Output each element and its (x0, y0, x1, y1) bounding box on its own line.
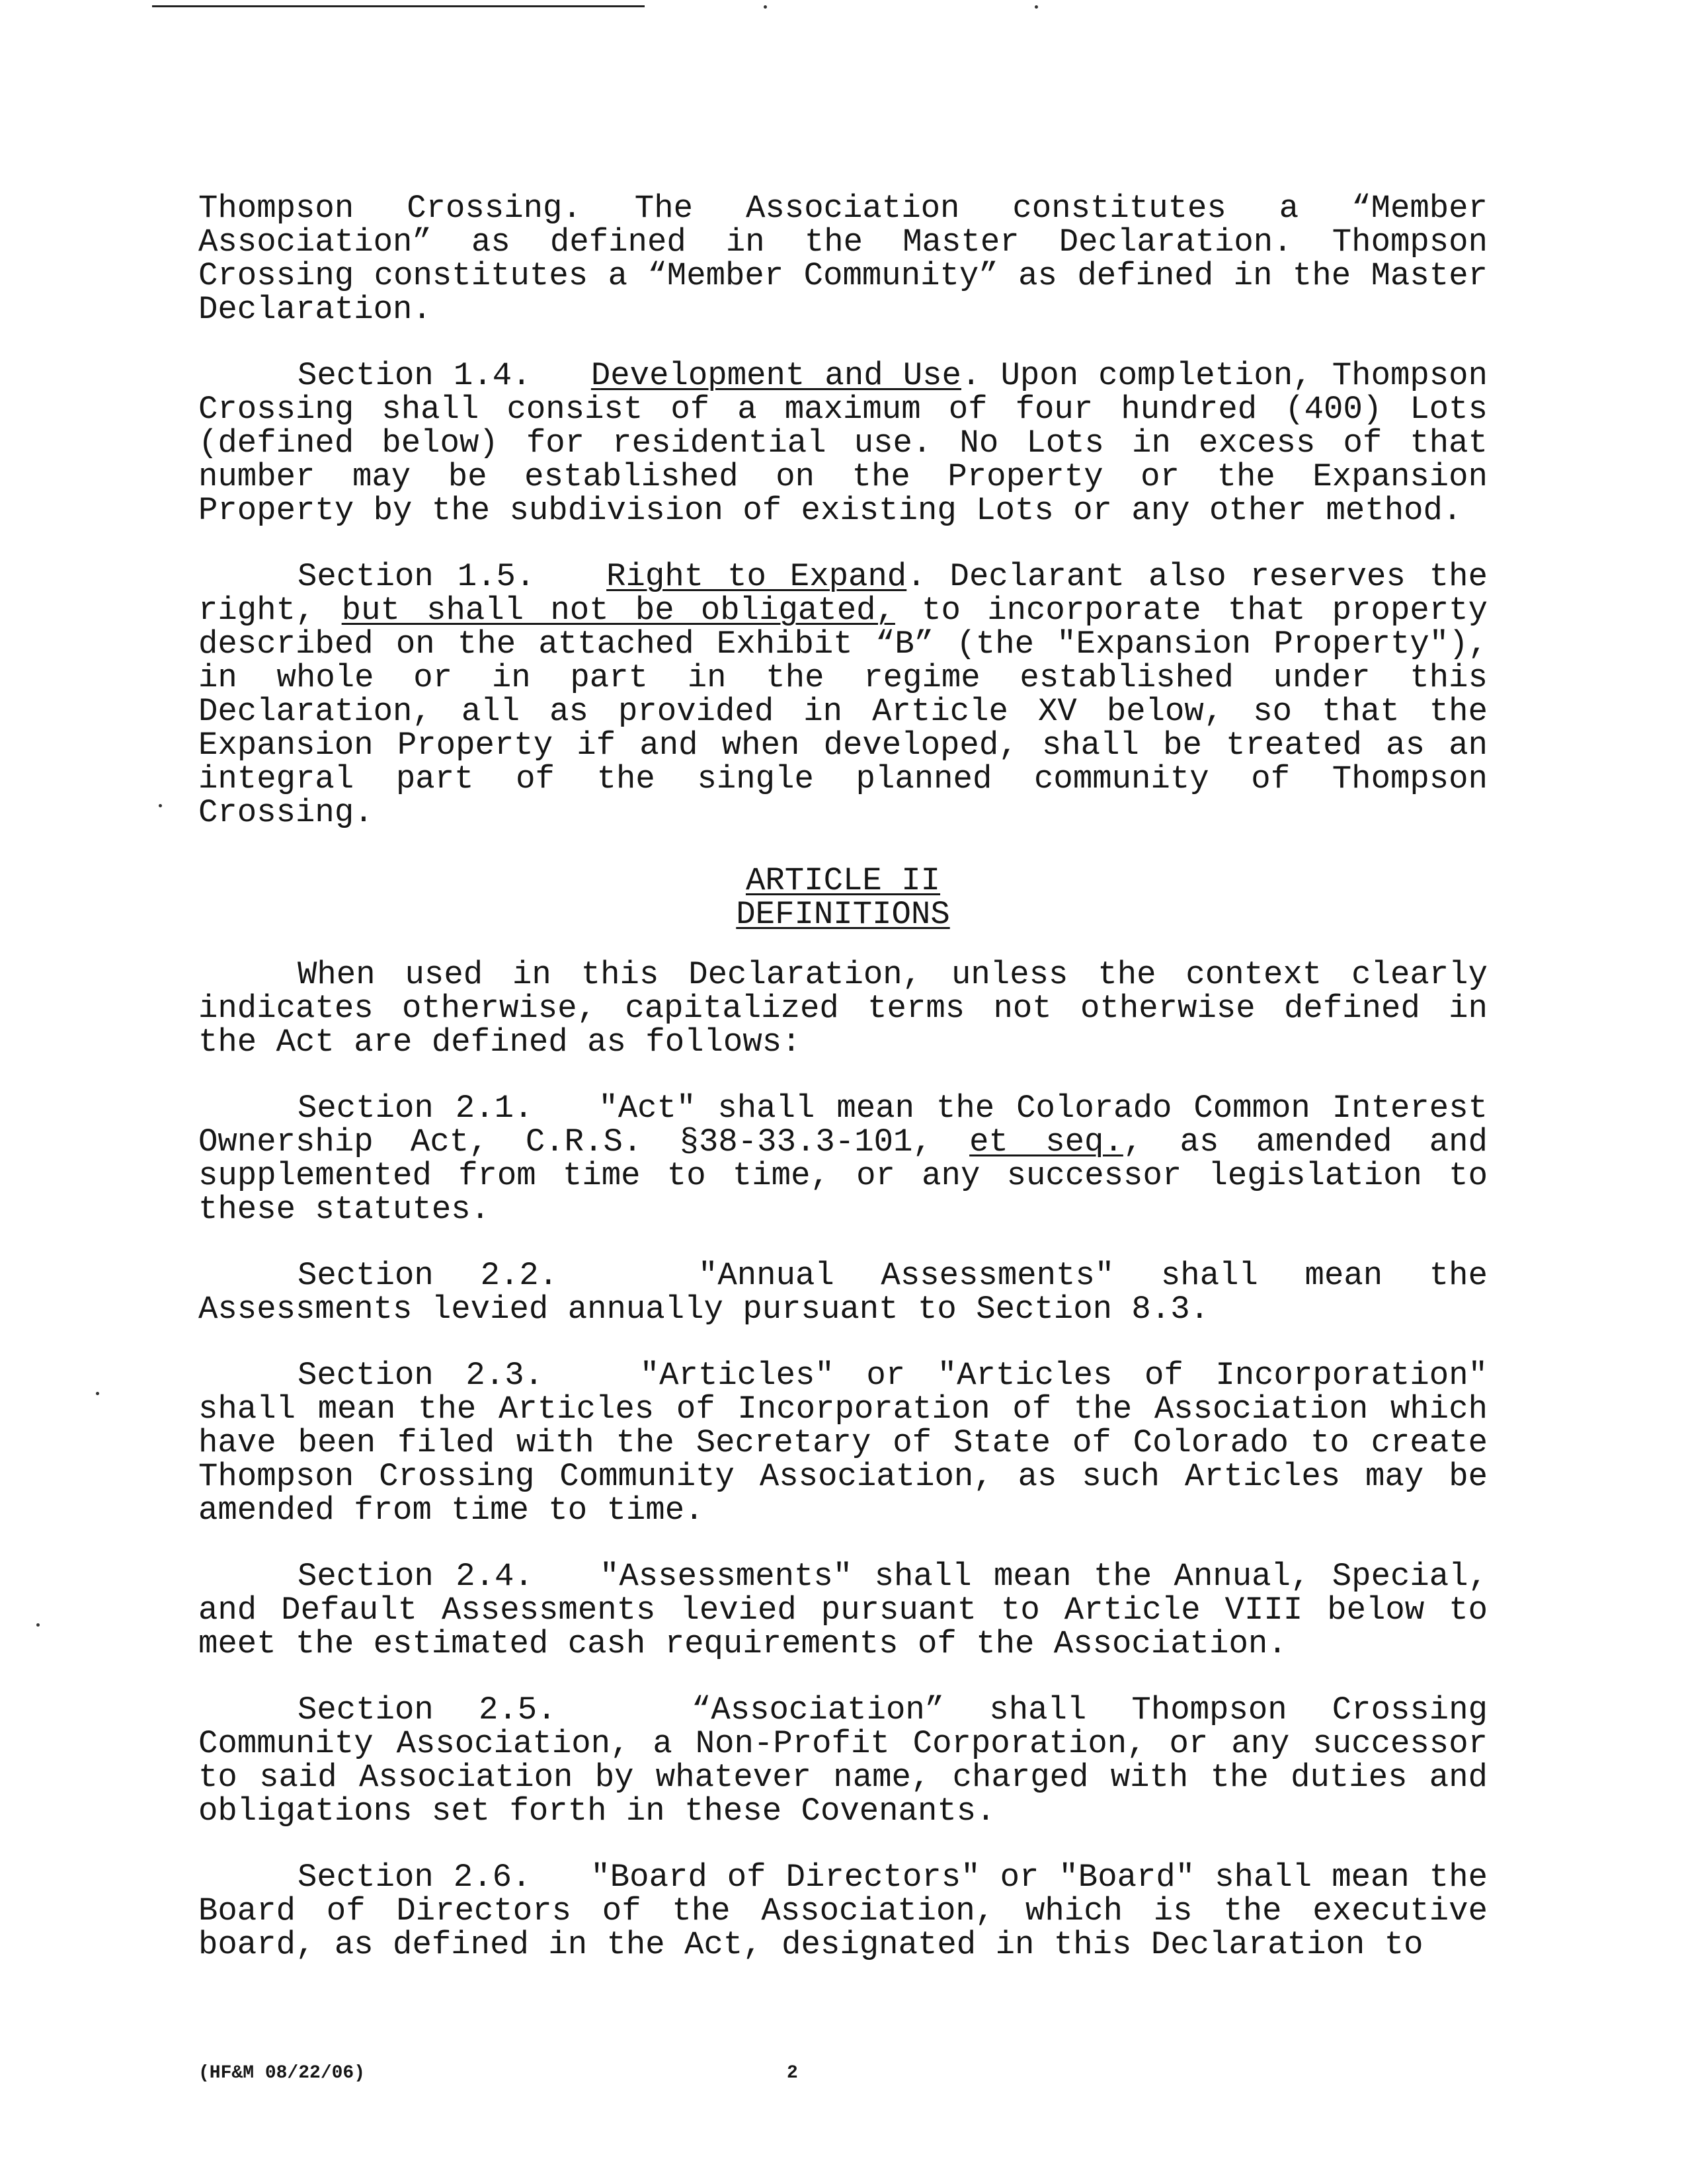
underlined-phrase: but shall not be obligated, (341, 592, 895, 629)
intro-text: Thompson Crossing. The Association constitutes a “Member Association” as defined in the Master Declaration. Thompson Crossing constitutes a “Member Community” as defined in the Master Declaration. (198, 190, 1488, 328)
section-2-1 (198, 1092, 1488, 1227)
section-text: "Annual Assessments" shall mean the Assessments levied annually pursuant to Section 8.3. (198, 1257, 1488, 1328)
section-2-3 (198, 1359, 1488, 1527)
article-number: ARTICLE II (745, 862, 941, 899)
section-1-4 (198, 359, 1488, 528)
section-number: Section 1.5. (298, 558, 536, 595)
intro-paragraph (198, 192, 1488, 327)
scan-speck (159, 804, 162, 807)
article-title: DEFINITIONS (736, 896, 950, 933)
section-2-4 (198, 1560, 1488, 1661)
definitions-intro-text: When used in this Declaration, unless the context clearly indicates otherwise, capitalized terms not otherwise defined in the Act are defined as follows: (198, 956, 1488, 1061)
et-seq: et seq. (969, 1123, 1123, 1160)
section-text: "Articles" or "Articles of Incorporation" shall mean the Articles of Incorporation of the Association which have been filed with the Secretary of State of Colorado to create Thompson Crossing Community Association, as such Articles may be amended from time to time. (198, 1357, 1488, 1529)
section-text: "Board of Directors" or "Board" shall mean the Board of Directors of the Association, which is the executive board, as defined in the Act, designated in this Declaration to (198, 1859, 1488, 1963)
section-text: to incorporate that property described on the attached Exhibit “B” (the "Expansion Property"), in whole or in part in the regime established under this Declaration, all as provided in Article XV below, so that the Expansion Property if and when developed, shall be treated as an integral part of the single planned community of Thompson Crossing. (198, 592, 1488, 831)
page-number: 2 (787, 2063, 798, 2083)
section-text: “Association” shall Thompson Crossing Community Association, a Non-Profit Corporation, or any successor to said Association by whatever name, charged with the duties and obligations set forth in these Covenants. (198, 1691, 1488, 1830)
section-text: . Declarant also reserves the right, (198, 558, 1488, 629)
section-title: Development and Use (590, 357, 961, 394)
scan-speck (764, 5, 767, 9)
definitions-intro (198, 958, 1488, 1059)
section-number: Section 2.6. (298, 1859, 532, 1896)
scan-speck (36, 1623, 40, 1627)
section-title: Right to Expand (606, 558, 907, 595)
section-1-5 (198, 560, 1488, 830)
article-heading (198, 864, 1488, 932)
section-text: . Upon completion, Thompson Crossing shall consist of a maximum of four hundred (400) Lots (defined below) for residential use. No Lots in excess of that number may be established on the Property or the Expansion Property by the subdivision of existing Lots or any other method. (198, 357, 1488, 529)
section-number: Section 2.5. (298, 1691, 557, 1728)
section-text: , as amended and supplemented from time to time, or any successor legislation to these statutes. (198, 1123, 1488, 1228)
section-text: "Assessments" shall mean the Annual, Special, and Default Assessments levied pursuant to Article VIII below to meet the estimated cash requirements of the Association. (198, 1558, 1488, 1662)
section-2-5 (198, 1693, 1488, 1828)
section-number: Section 2.3. (298, 1357, 544, 1394)
section-number: Section 2.2. (298, 1257, 559, 1294)
section-2-2 (198, 1259, 1488, 1326)
scan-speck (96, 1392, 99, 1395)
section-number: Section 1.4. (298, 357, 532, 394)
section-2-6 (198, 1861, 1488, 1962)
top-rule (152, 5, 645, 7)
document-body (198, 192, 1488, 1962)
section-number: Section 2.1. (298, 1090, 534, 1127)
scan-speck (1035, 5, 1038, 9)
section-text: "Act" shall mean the Colorado Common Interest Ownership Act, C.R.S. §38-33.3-101, (198, 1090, 1488, 1160)
footer-document-code: (HF&M 08/22/06) (198, 2063, 366, 2083)
section-number: Section 2.4. (298, 1558, 534, 1595)
